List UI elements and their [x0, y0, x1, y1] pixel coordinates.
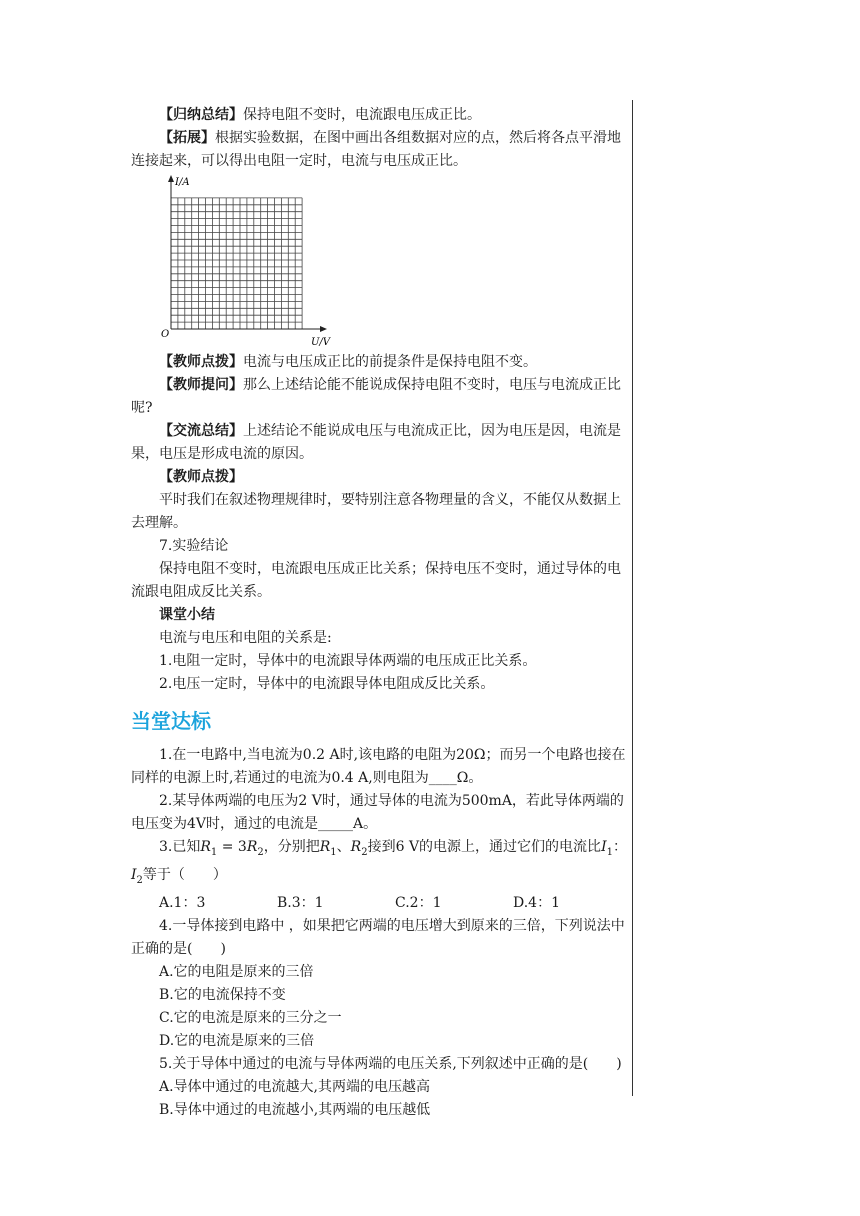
option: A.导体中通过的电流越大,其两端的电压越高 [159, 1078, 431, 1095]
option: B.导体中通过的电流越小,其两端的电压越低 [159, 1101, 431, 1118]
x-axis-label: U/V [311, 337, 331, 348]
grid-graph [131, 175, 631, 351]
text: 保持电阻不变时，电流跟电压成正比。 [243, 107, 481, 123]
question-5: 5.关于导体中通过的电流与导体两端的电压关系,下列叙述中正确的是( ) [159, 1055, 622, 1072]
text: 上述结论不能说成电压与电流成正比，因为电压是因，电流是果，电压是形成电流的原因。 [131, 423, 621, 462]
tip-paragraph: 平时我们在叙述物理规律时，要特别注意各物理量的含义，不能仅从数据上去理解。 [131, 492, 621, 531]
q3-text: ： [612, 839, 627, 855]
question-4: 4.一导体接到电路中 ，如果把它两端的电压增大到原来的三倍，下列说法中正确的是( ) [131, 917, 625, 957]
q3-text: 3.已知 [159, 839, 201, 855]
option: A.它的电阻是原来的三倍 [159, 963, 314, 980]
q3-sub: 2 [361, 846, 368, 858]
text: 电流与电压成正比的前提条件是保持电阻不变。 [243, 354, 537, 370]
option: B.它的电流保持不变 [159, 986, 286, 1003]
section-title: 当堂达标 [131, 709, 211, 733]
tag: 【交流总结】 [159, 423, 243, 439]
q3-var: R [350, 839, 362, 855]
q3-text: 等于（ ） [142, 866, 227, 883]
q3-sub: 1 [330, 846, 337, 858]
summary-item-2: 2.电压一定时，导体中的电流跟导体电阻成反比关系。 [159, 676, 495, 692]
discussion-paragraph [131, 420, 631, 466]
text: 根据实验数据，在图中画出各组数据对应的点，然后将各点平滑地连接起来，可以得出电阻一定时，电流与电压成正比。 [131, 130, 621, 169]
summary-paragraph [131, 104, 631, 127]
teacher-tip-heading [131, 466, 631, 489]
q3-sub: 2 [257, 846, 264, 858]
tag: 【拓展】 [159, 130, 215, 146]
origin-label: O [161, 329, 170, 340]
q3-var: R [200, 839, 211, 855]
question-3 [131, 836, 631, 892]
conclusion-paragraph: 保持电阻不变时，电流跟电压成正比关系；保持电压不变时，通过导体的电流跟电阻成反比关系。 [131, 561, 621, 600]
graph-figure [131, 175, 631, 351]
q3-sub: 1 [606, 846, 613, 858]
tag: 【教师点拨】 [159, 354, 243, 370]
summary-intro: 电流与电压和电阻的关系是: [159, 630, 332, 646]
q3-var: R [319, 839, 331, 855]
question-1: 1.在一电路中,当电流为0.2 A时,该电路的电阻为20Ω；而另一个电路也接在同样的电源上时,若通过的电流为0.4 A,则电阻为____Ω。 [131, 747, 626, 786]
y-axis-arrow [168, 175, 174, 182]
q3-var: I [601, 839, 607, 855]
q3-text: = 3 [217, 839, 247, 855]
question-2: 2.某导体两端的电压为2 V时，通过导体的电流为500mA，若此导体两端的电压变为4V时，通过的电流是_____A。 [131, 793, 624, 832]
option: C.2：1 [395, 894, 442, 911]
q3-var: I [131, 866, 137, 883]
tag: 【教师点拨】 [159, 469, 243, 485]
option: D.它的电流是原来的三倍 [159, 1032, 315, 1049]
document-body [131, 104, 631, 1122]
extension-paragraph [131, 127, 631, 173]
summary-item-1: 1.电阻一定时，导体中的电流跟导体两端的电压成正比关系。 [159, 653, 537, 669]
x-axis-arrow [320, 326, 327, 332]
question-3-options [131, 892, 631, 915]
summary-heading: 课堂小结 [159, 607, 215, 623]
q3-sub: 1 [210, 846, 218, 858]
text: 那么上述结论能不能说成保持电阻不变时，电压与电流成正比呢? [131, 377, 621, 416]
teacher-question-paragraph [131, 374, 631, 420]
column-rule [632, 100, 633, 1096]
option: D.4：1 [513, 894, 560, 911]
q3-sub: 2 [136, 874, 143, 886]
q3-var: R [246, 839, 258, 855]
option: B.3：1 [277, 894, 324, 911]
teacher-tip-paragraph [131, 351, 631, 374]
conclusion-heading: 7.实验结论 [159, 538, 229, 554]
tag: 【归纳总结】 [159, 107, 243, 123]
q3-text: 接到6 V的电源上，通过它们的电流比 [367, 839, 602, 855]
q3-text: ，分别把 [263, 839, 320, 855]
tag: 【教师提问】 [159, 377, 243, 393]
q3-text: 、 [336, 839, 351, 855]
option: A.1：3 [159, 894, 206, 911]
option: C.它的电流是原来的三分之一 [159, 1009, 342, 1026]
y-axis-label: I/A [175, 177, 190, 188]
